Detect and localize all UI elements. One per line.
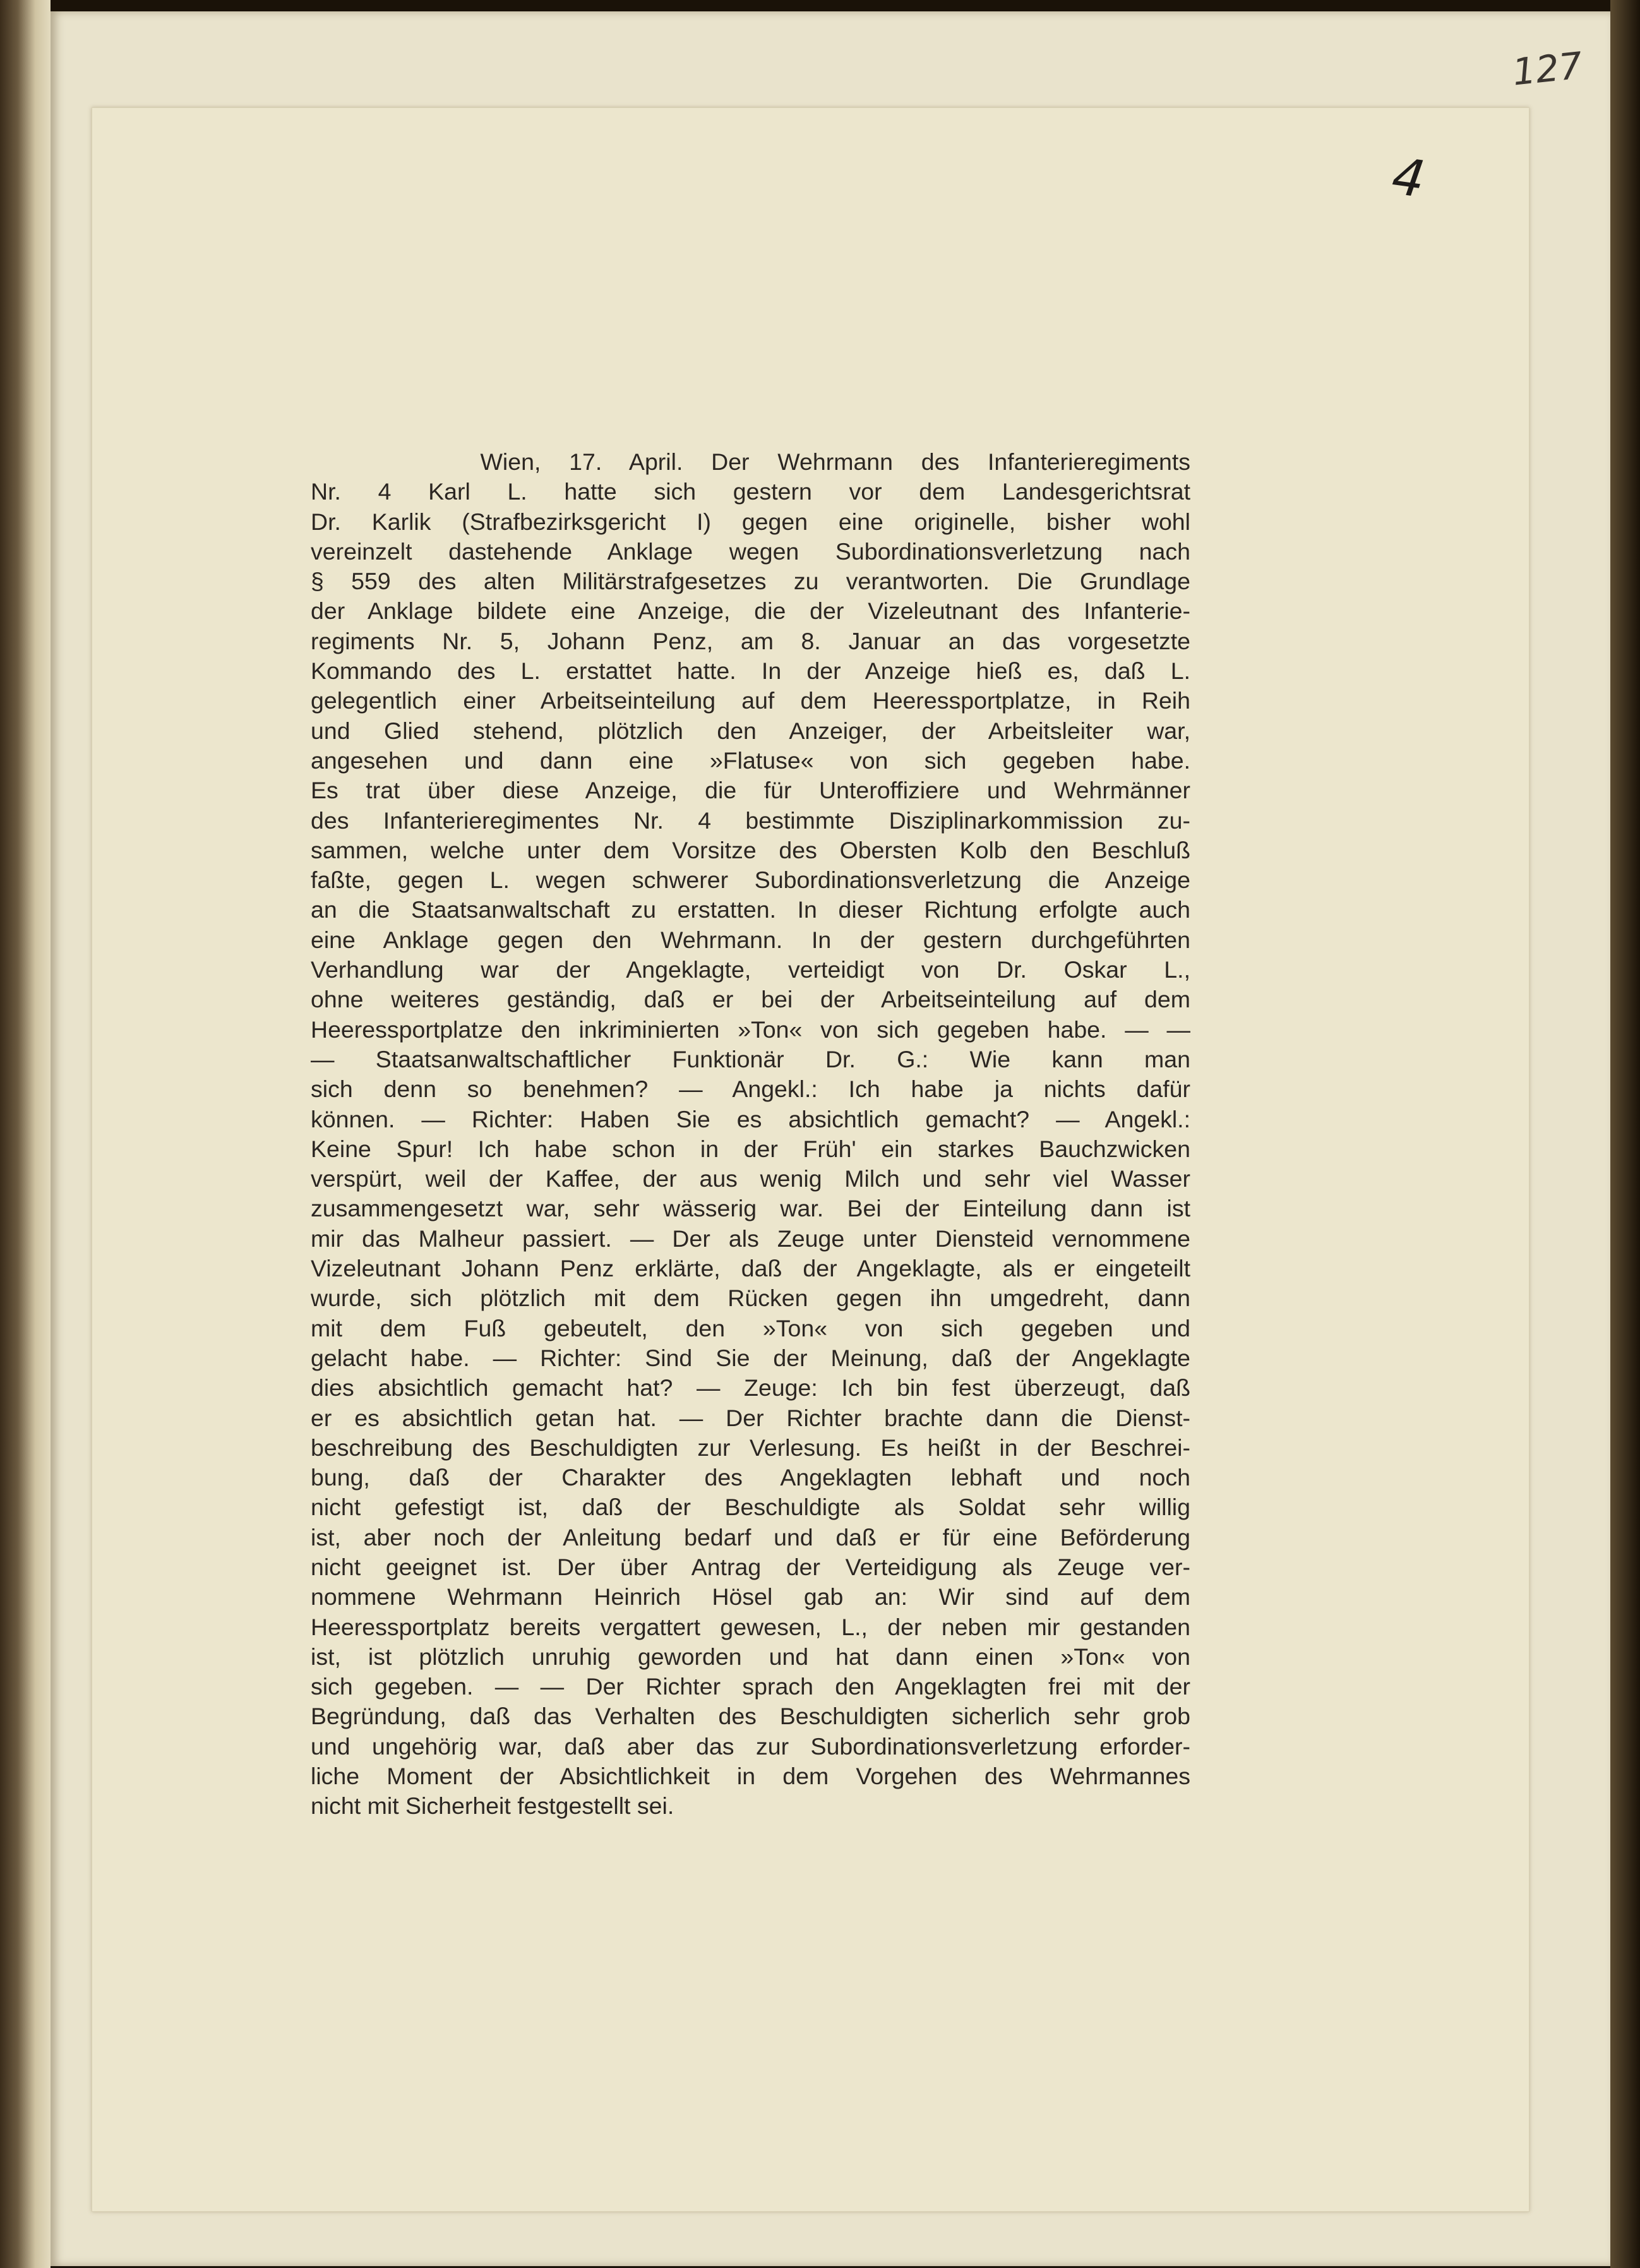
article-line: mit dem Fuß gebeutelt, den »Ton« von sich gegeben und (311, 1314, 1190, 1341)
article-line: angesehen und dann eine »Flatuse« von sich gegeben habe. (311, 747, 1190, 774)
article-line: bung, daß der Charakter des Angeklagten lebhaft und noch (311, 1464, 1190, 1491)
article-line: Es trat über diese Anzeige, die für Unteroffiziere und Wehrmänner (311, 777, 1190, 804)
article-line: sich denn so benehmen? — Angekl.: Ich habe ja nichts dafür (311, 1076, 1190, 1103)
article-line: ohne weiteres geständig, daß er bei der Arbeitseinteilung auf dem (311, 986, 1190, 1013)
article-line: mir das Malheur passiert. — Der als Zeuge unter Diensteid vernommene (311, 1225, 1190, 1252)
article-body (311, 447, 1190, 1821)
folio-number: 127 (1510, 44, 1584, 94)
article-line: Nr. 4 Karl L. hatte sich gestern vor dem Landesgerichtsrat (311, 478, 1190, 505)
article-line: nommene Wehrmann Heinrich Hösel gab an: Wir sind auf dem (311, 1583, 1190, 1611)
article-line: faßte, gegen L. wegen schwerer Subordinationsverletzung die Anzeige (311, 867, 1190, 894)
article-line: regiments Nr. 5, Johann Penz, am 8. Januar an das vorgesetzte (311, 627, 1190, 654)
article-line: gelegentlich einer Arbeitseinteilung auf dem Heeressportplatze, in Reih (311, 687, 1190, 714)
article-line: gelacht habe. — Richter: Sind Sie der Meinung, daß der Angeklagte (311, 1344, 1190, 1371)
article-line: nicht mit Sicherheit festgestellt sei. (311, 1792, 674, 1820)
article-line: beschreibung des Beschuldigten zur Verlesung. Es heißt in der Beschrei- (311, 1434, 1190, 1461)
article-line: der Anklage bildete eine Anzeige, die der Vizeleutnant des Infanterie- (311, 597, 1190, 625)
article-line: wurde, sich plötzlich mit dem Rücken gegen ihn umgedreht, dann (311, 1285, 1190, 1312)
article-line: Heeressportplatze den inkriminierten »Ton« von sich gegeben habe. — — (311, 1016, 1190, 1043)
article-line: Keine Spur! Ich habe schon in der Früh' ein starkes Bauchzwicken (311, 1135, 1190, 1162)
article-line: Kommando des L. erstattet hatte. In der Anzeige hieß es, daß L. (311, 657, 1190, 685)
article-line: an die Staatsanwaltschaft zu erstatten. In dieser Richtung erfolgte auch (311, 896, 1190, 923)
article-line: dies absichtlich gemacht hat? — Zeuge: Ich bin fest überzeugt, daß (311, 1374, 1190, 1401)
article-line: ist, aber noch der Anleitung bedarf und daß er für eine Beförderung (311, 1523, 1190, 1551)
article-line: sammen, welche unter dem Vorsitze des Obersten Kolb den Beschluß (311, 836, 1190, 863)
article-line: und Glied stehend, plötzlich den Anzeiger, der Arbeitsleiter war, (311, 717, 1190, 744)
article-line: ist, ist plötzlich unruhig geworden und hat dann einen »Ton« von (311, 1643, 1190, 1670)
article-line: vereinzelt dastehende Anklage wegen Subordinationsverletzung nach (311, 537, 1190, 565)
article-line: — Staatsanwaltschaftlicher Funktionär Dr. G.: Wie kann man (311, 1045, 1190, 1072)
article-line: nicht gefestigt ist, daß der Beschuldigte als Soldat sehr willig (311, 1494, 1190, 1521)
article-line: Dr. Karlik (Strafbezirksgericht I) gegen eine originelle, bisher wohl (311, 508, 1190, 535)
article-line: können. — Richter: Haben Sie es absichtlich gemacht? — Angekl.: (311, 1105, 1190, 1132)
article-line: Wien, 17. April. Der Wehrmann des Infanterieregiments (311, 448, 1190, 475)
article-line: § 559 des alten Militärstrafgesetzes zu verantworten. Die Grundlage (311, 568, 1190, 595)
page-edge (1610, 0, 1640, 2268)
article-line: verspürt, weil der Kaffee, der aus wenig Milch und sehr viel Wasser (311, 1165, 1190, 1192)
article-line: Verhandlung war der Angeklagte, verteidigt von Dr. Oskar L., (311, 956, 1190, 983)
article-line: liche Moment der Absichtlichkeit in dem Vorgehen des Wehrmannes (311, 1763, 1190, 1790)
article-line: Heeressportplatz bereits vergattert gewesen, L., der neben mir gestanden (311, 1613, 1190, 1640)
article-line: und ungehörig war, daß aber das zur Subordinationsverletzung erforder- (311, 1732, 1190, 1760)
article-line: eine Anklage gegen den Wehrmann. In der gestern durchgeführten (311, 926, 1190, 953)
article-line: nicht geeignet ist. Der über Antrag der Verteidigung als Zeuge ver- (311, 1553, 1190, 1580)
article-line: Begründung, daß das Verhalten des Beschuldigten sicherlich sehr grob (311, 1703, 1190, 1730)
article-line: sich gegeben. — — Der Richter sprach den Angeklagten frei mit der (311, 1673, 1190, 1700)
article-line: er es absichtlich getan hat. — Der Richter brachte dann die Dienst- (311, 1404, 1190, 1431)
corner-mark: 4 (1388, 146, 1429, 210)
article-line: zusammengesetzt war, sehr wässerig war. Bei der Einteilung dann ist (311, 1195, 1190, 1222)
book-binding (0, 0, 51, 2268)
article-line: Vizeleutnant Johann Penz erklärte, daß der Angeklagte, als er eingeteilt (311, 1255, 1190, 1282)
article-line: des Infanterieregimentes Nr. 4 bestimmte Disziplinarkommission zu- (311, 807, 1190, 834)
